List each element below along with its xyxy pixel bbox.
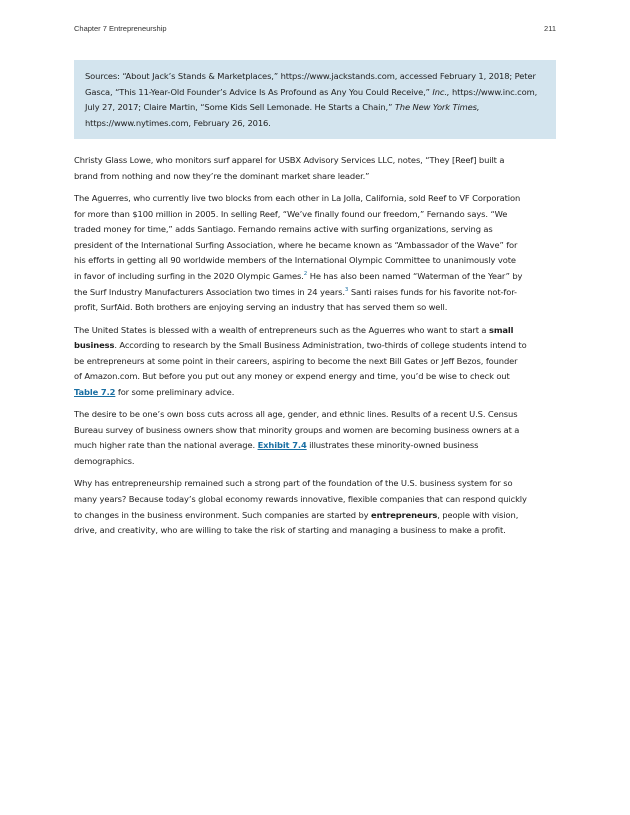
key-term: small xyxy=(488,324,514,335)
text-line xyxy=(74,438,556,454)
footnote-ref-3[interactable]: 3 xyxy=(344,286,349,293)
text-line: Christy Glass Lowe, who monitors surf apparel for USBX Advisory Services LLC, notes, “They [Reef] built a xyxy=(74,155,505,165)
text-line xyxy=(74,385,556,401)
text-line xyxy=(74,323,556,339)
publication-title: Inc., xyxy=(432,86,450,97)
table-7-2-link[interactable]: Table 7.2 xyxy=(74,386,116,397)
key-term: business xyxy=(74,340,115,351)
sources-text-run: https://www.inc.com, July 27, 2017; Claire Martin, “Some Kids Sell Lemonade. He Starts a Chain,” xyxy=(85,86,538,113)
text-run: to changes in the business environment. Such companies are started by xyxy=(74,509,372,520)
body-text xyxy=(74,153,556,546)
publication-title: York Times, xyxy=(432,102,480,113)
text-run: , people with vision, xyxy=(437,509,519,520)
text-line xyxy=(74,508,556,524)
text-line: profit, SurfAid. Both brothers are enjoying serving an industry that has served them so well. xyxy=(74,302,448,313)
text-run: for some preliminary advice. xyxy=(115,386,235,397)
text-line xyxy=(74,285,556,301)
text-line: Why has entrepreneurship remained such a strong part of the foundation of the U.S. business system for so xyxy=(74,478,513,489)
sources-text-run: https://www.nytimes.com, February 26, 2016. xyxy=(85,117,271,128)
exhibit-7-4-link[interactable]: Exhibit 7.4 xyxy=(257,440,307,451)
text-run: He has also been named “Waterman of the Year” by xyxy=(307,270,523,281)
paragraph xyxy=(74,153,556,184)
publication-title: The New xyxy=(394,102,431,113)
text-line: his efforts in getting all 90 worldwide members of the International Olympic Committee to unanimously vote xyxy=(74,255,516,266)
text-run: the Surf Industry Manufacturers Association two times in 24 years. xyxy=(74,286,345,297)
text-line: be entrepreneurs at some point in their careers, aspiring to become the next Bill Gates or Jeff Bezos, founder xyxy=(74,355,518,366)
text-run: Santi raises funds for his favorite not-for- xyxy=(348,286,517,297)
paragraph xyxy=(74,476,556,538)
page-number: 211 xyxy=(544,24,556,33)
text-run: in favor of including surfing in the 2020 Olympic Games. xyxy=(74,270,304,281)
key-term: entrepreneurs xyxy=(371,509,438,520)
text-line xyxy=(74,338,556,354)
text-line: president of the International Surfing Association, where he became known as “Ambassador of the Wave” for xyxy=(74,239,518,250)
text-run: much higher rate than the national average. xyxy=(74,440,258,451)
text-line xyxy=(74,269,556,285)
paragraph xyxy=(74,191,556,316)
paragraph xyxy=(74,323,556,401)
text-line: many years? Because today’s global economy rewards innovative, flexible companies that can respond quickly xyxy=(74,494,527,505)
text-line: of Amazon.com. But before you put out any money or expend energy and time, you’d be wise to check out xyxy=(74,371,510,382)
text-line: drive, and creativity, who are willing to take the risk of starting and managing a business to make a profit. xyxy=(74,525,506,536)
text-line: traded money for time,” adds Santiago. Fernando remains active with surfing organizations, serving as xyxy=(74,224,493,235)
text-line: demographics. xyxy=(74,456,135,467)
sources-text-run: Peter Gasca, “This 11-Year-Old Founder’s Advice Is As Profound as Any You Could Receive,” xyxy=(85,71,536,97)
paragraph xyxy=(74,407,556,469)
chapter-title: Chapter 7 Entrepreneurship xyxy=(74,24,167,33)
text-run: The United States is blessed with a wealth of entrepreneurs such as the Aguerres who want to start a xyxy=(74,324,489,335)
text-line: The desire to be one’s own boss cuts across all age, gender, and ethnic lines. Results of a recent U.S. Census xyxy=(74,409,518,420)
text-line: Bureau survey of business owners show that minority groups and women are becoming business owners at a xyxy=(74,424,520,435)
text-line: The Aguerres, who currently live two blocks from each other in La Jolla, California, sold Reef to VF Corporation xyxy=(74,192,521,203)
text-line: brand from nothing and now they’re the dominant market share leader.” xyxy=(74,170,370,181)
footnote-ref-2[interactable]: 2 xyxy=(303,270,308,277)
sources-text xyxy=(85,69,547,131)
text-run: . According to research by the Small Business Administration, two-thirds of college students intend to xyxy=(114,340,527,351)
text-run: illustrates these minority-owned business xyxy=(306,440,479,451)
sources-box xyxy=(74,60,556,139)
text-line: for more than $100 million in 2005. In selling Reef, “We’ve finally found our freedom,” Fernando says. “We xyxy=(74,208,508,219)
running-header xyxy=(74,24,556,33)
sources-line: Sources: “About Jack’s Stands & Marketplaces,” https://www.jackstands.com, accessed February 1, 2018; xyxy=(85,71,513,81)
